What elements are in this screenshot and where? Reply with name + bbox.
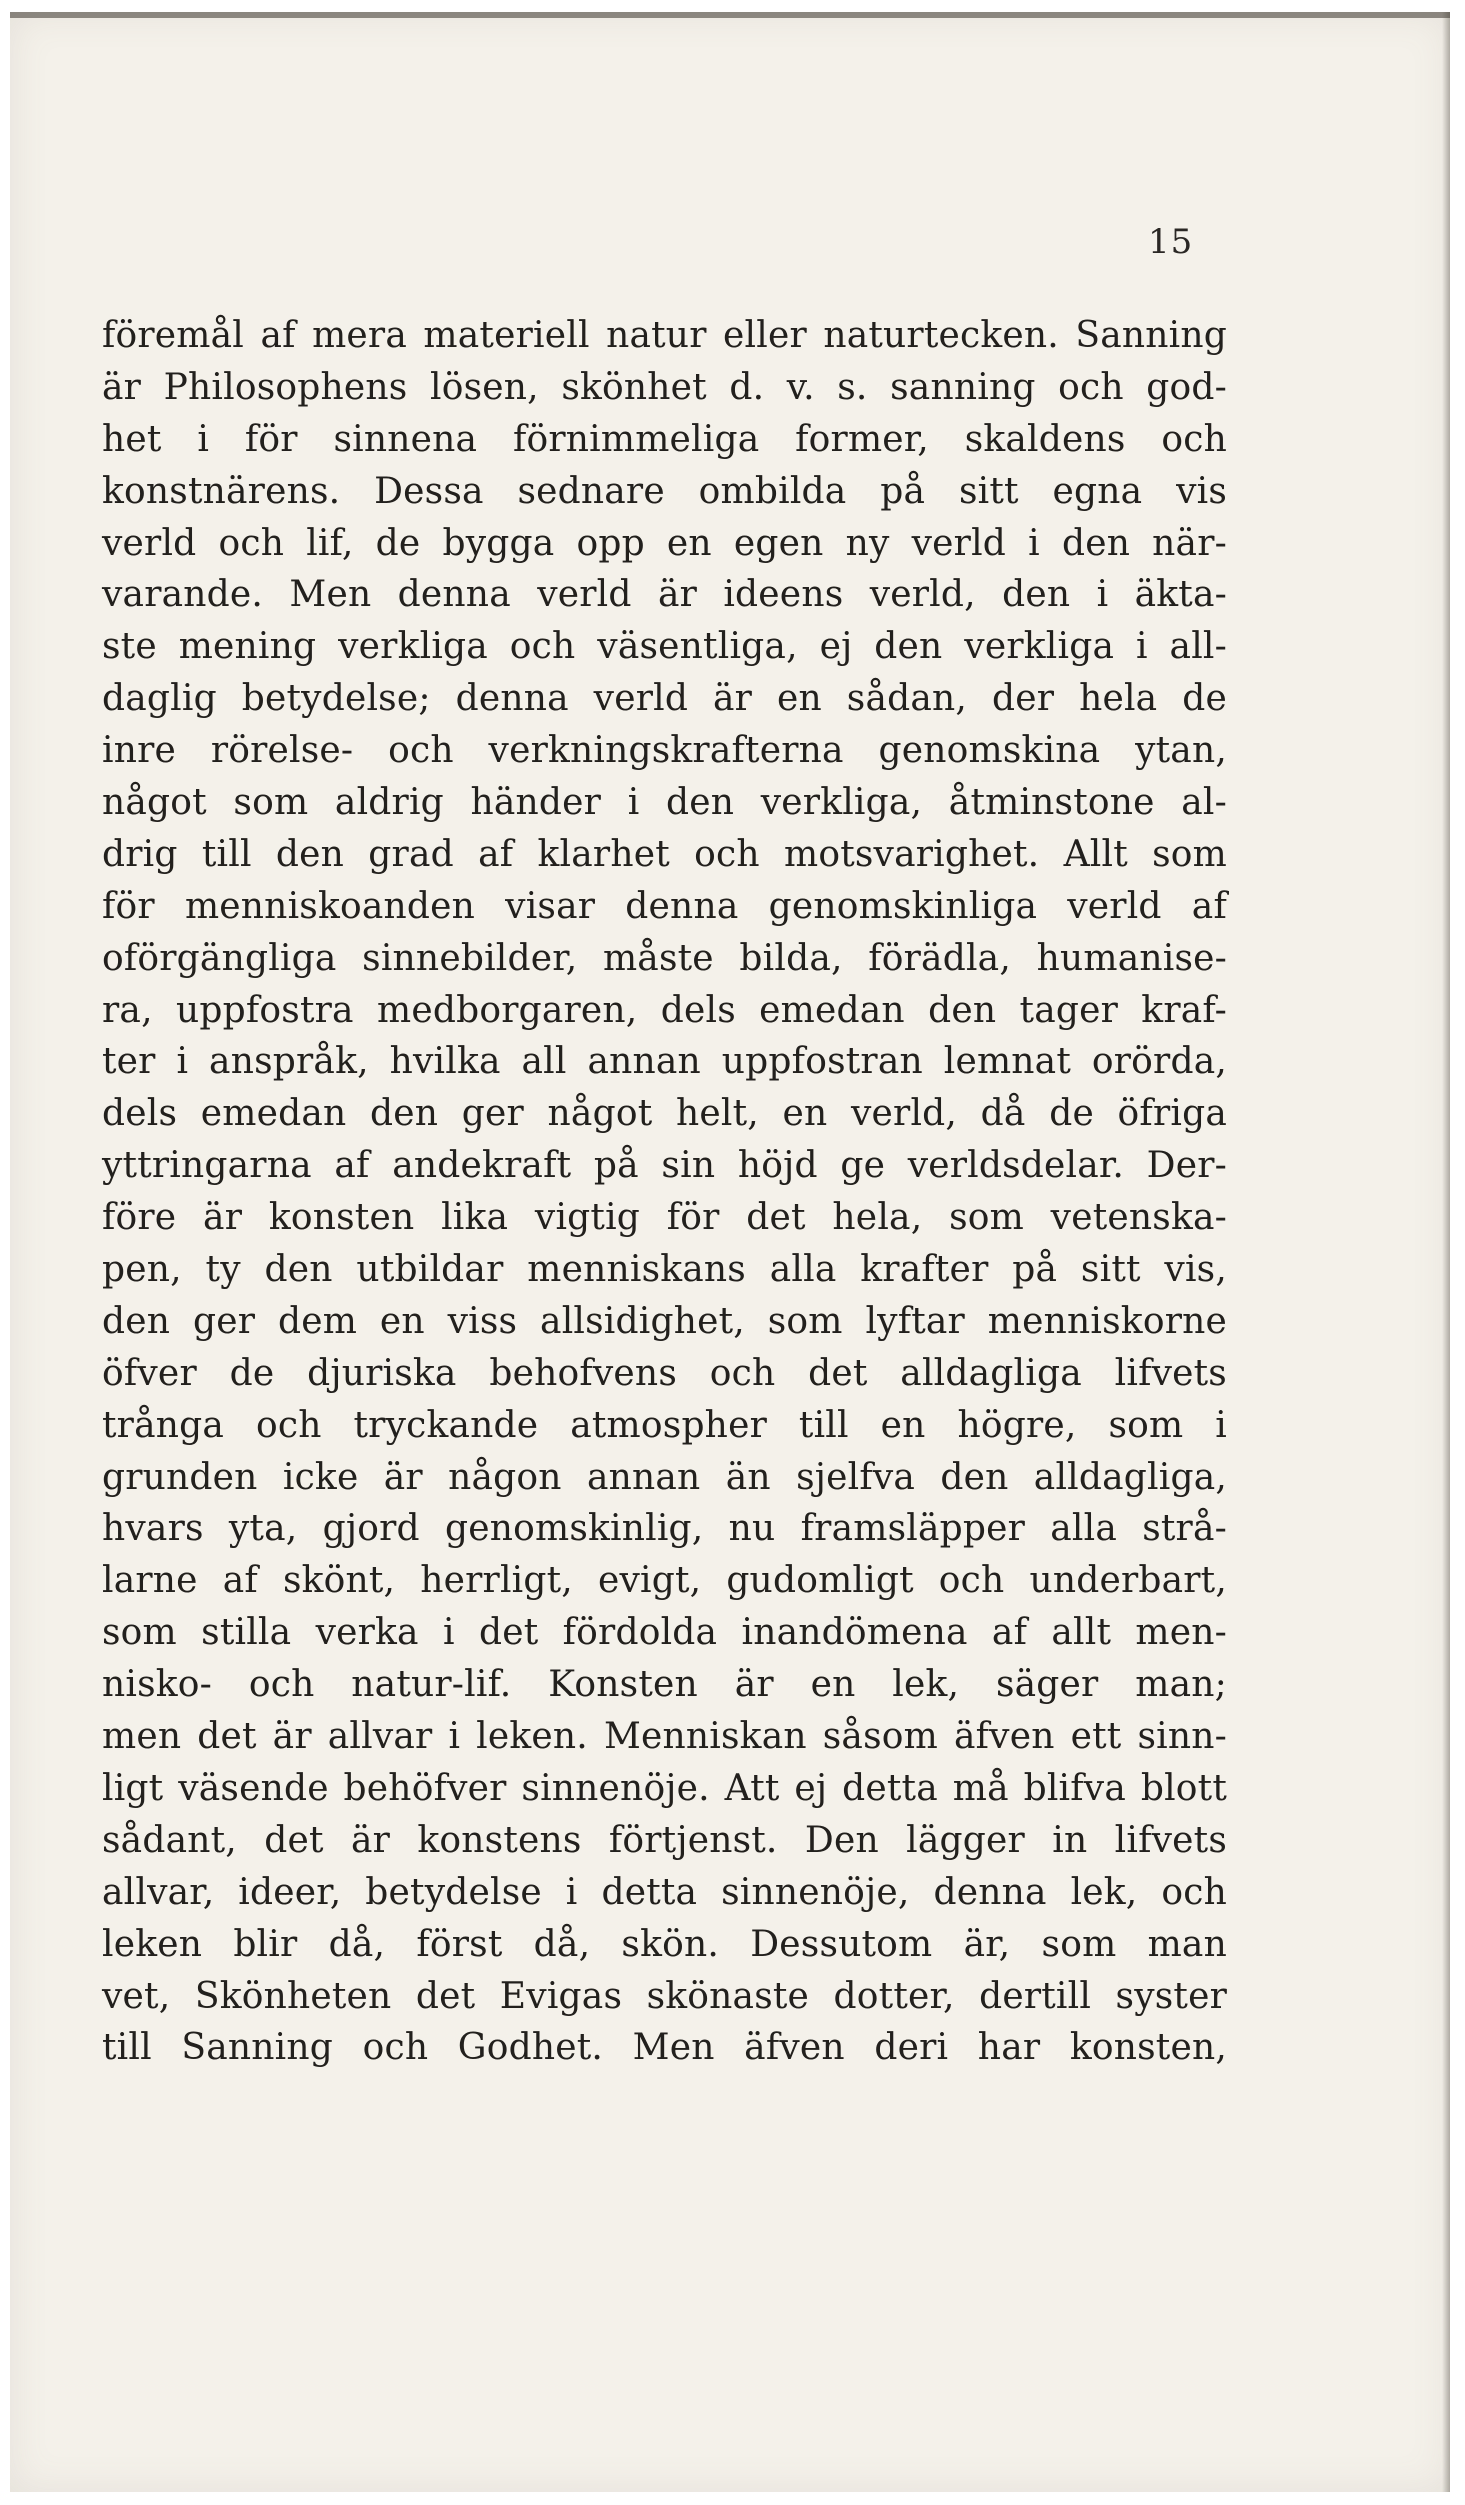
text-line: trånga och tryckande atmospher till en högre, som i: [102, 1404, 1227, 1446]
text-line: hvars yta, gjord genomskinlig, nu framsläpper alla strå-: [102, 1508, 1227, 1550]
text-line: ligt väsende behöfver sinnenöje. Att ej detta må blifva blott: [102, 1767, 1227, 1809]
text-line: vet, Skönheten det Evigas skönaste dotter, dertill syster: [102, 1975, 1227, 2017]
text-line: men det är allvar i leken. Menniskan såsom äfven ett sinn-: [102, 1716, 1227, 1758]
text-line: föremål af mera materiell natur eller naturtecken. Sanning: [102, 315, 1227, 356]
text-line: ter i anspråk, hvilka all annan uppfostran lemnat orörda,: [102, 1041, 1227, 1083]
text-line: nisko- och natur-lif. Konsten är en lek, säger man;: [102, 1664, 1227, 1706]
text-line: daglig betydelse; denna verld är en sådan, der hela de: [102, 678, 1227, 720]
text-line: het i för sinnena förnimmeliga former, skaldens och: [102, 418, 1227, 460]
text-line: verld och lif, de bygga opp en egen ny verld i den när-: [102, 522, 1227, 564]
text-line: leken blir då, först då, skön. Dessutom är, som man: [102, 1923, 1227, 1965]
text-line: öfver de djuriska behofvens och det alldagliga lifvets: [102, 1352, 1227, 1394]
text-line: före är konsten lika vigtig för det hela, som vetenska-: [102, 1197, 1227, 1239]
text-line: ste mening verkliga och väsentliga, ej den verkliga i all-: [102, 626, 1227, 668]
text-line: den ger dem en viss allsidighet, som lyftar menniskorne: [102, 1300, 1227, 1342]
text-line: ra, uppfostra medborgaren, dels emedan den tager kraf-: [102, 989, 1227, 1031]
body-text: [102, 310, 1227, 2074]
text-line: är Philosophens lösen, skönhet d. v. s. sanning och god-: [102, 366, 1227, 408]
book-page: [10, 12, 1450, 2492]
text-line: för menniskoanden visar denna genomskinliga verld af: [102, 885, 1227, 927]
text-line: till Sanning och Godhet. Men äfven deri har konsten,: [102, 2027, 1227, 2069]
text-line: grunden icke är någon annan än sjelfva den alldagliga,: [102, 1456, 1227, 1498]
text-line: pen, ty den utbildar menniskans alla krafter på sitt vis,: [102, 1249, 1227, 1291]
text-line: varande. Men denna verld är ideens verld, den i äkta-: [102, 574, 1227, 616]
text-line: yttringarna af andekraft på sin höjd ge verldsdelar. Der-: [102, 1145, 1227, 1187]
text-line: oförgängliga sinnebilder, måste bilda, förädla, humanise-: [102, 937, 1227, 979]
text-line: drig till den grad af klarhet och motsvarighet. Allt som: [102, 833, 1227, 875]
text-line: sådant, det är konstens förtjenst. Den lägger in lifvets: [102, 1819, 1227, 1861]
text-line: dels emedan den ger något helt, en verld, då de öfriga: [102, 1093, 1227, 1135]
text-line: något som aldrig händer i den verkliga, åtminstone al-: [102, 782, 1227, 824]
text-line: som stilla verka i det fördolda inandömena af allt men-: [102, 1612, 1227, 1654]
page-number: 15: [1148, 222, 1194, 262]
text-line: allvar, ideer, betydelse i detta sinnenöje, denna lek, och: [102, 1871, 1227, 1913]
text-line: larne af skönt, herrligt, evigt, gudomligt och underbart,: [102, 1560, 1227, 1602]
text-line: inre rörelse- och verkningskrafterna genomskina ytan,: [102, 730, 1227, 772]
text-line: konstnärens. Dessa sednare ombilda på sitt egna vis: [102, 470, 1227, 512]
